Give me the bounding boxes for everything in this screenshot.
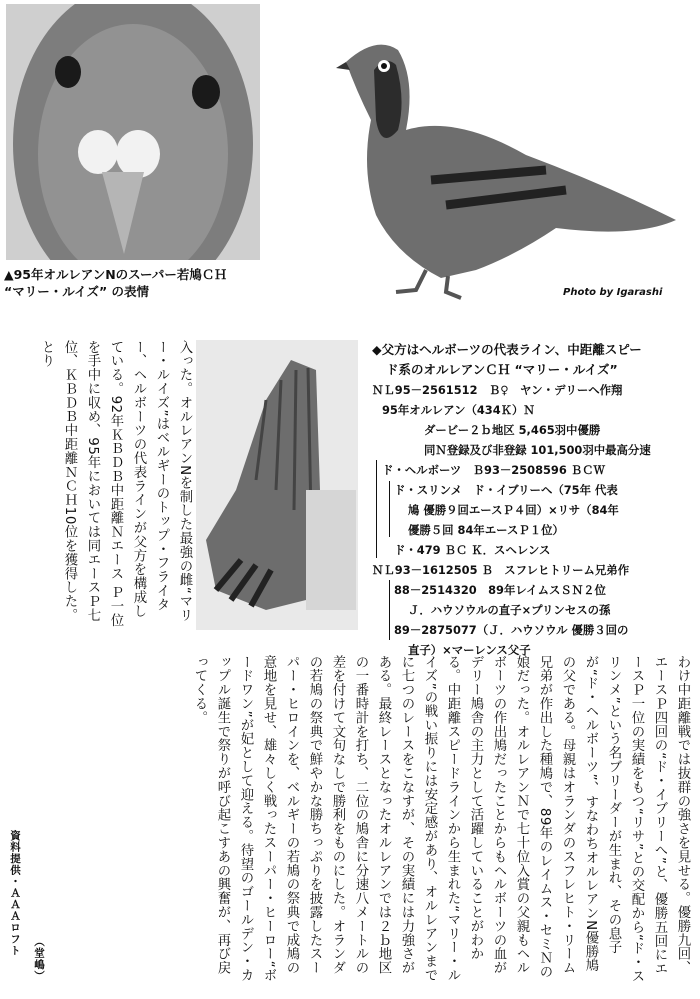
article-upper-text: 入った。オルレアンNを制した最強の雌“マリー・ルイズ”はベルギーのトップ・フライター、ヘルボーツの代表ラインが父方を構成している。92年ＫＢＤＢ中距離Ｎエース Ｐ一位を手中に収め、95年においては同エースＰ七位、ＫＢＤＢ中距離ＮＣＨ10位を獲得した。とり <box>39 340 192 627</box>
pedigree-line: 95年オルレアン（434Ｋ）Ｎ <box>382 403 535 417</box>
pigeon-wing-photo <box>196 340 358 630</box>
pedigree-line: ド・479 ＢＣ Ｋ．スヘレンス <box>394 543 551 557</box>
pedigree-line: ＮＬ95－2561512 Ｂ♀ ヤン・デリーへ作翔 <box>372 383 623 397</box>
pedigree-bracket <box>389 481 390 537</box>
pedigree-line: 優勝５回 84年エースＰ１位） <box>408 523 564 537</box>
pedigree-line: ド・ヘルボーツ Ｂ93－2508596 ＢＣＷ <box>382 463 605 477</box>
pedigree-line: 89－2875077（Ｊ．ハウソウル 優勝３回の <box>394 623 629 637</box>
pedigree-bracket <box>389 580 390 640</box>
pedigree-line: ド・スリンメ ド・イブリーへ（75年 代表 <box>394 483 618 497</box>
caption-line-2: “マリー・ルイズ” の表情 <box>4 284 150 299</box>
pedigree-line: 88－2514320 89年レイムスＳＮ２位 <box>394 583 606 597</box>
photo-credit: Photo by Igarashi <box>563 287 663 298</box>
author-signature: （堂嶋） <box>33 936 45 982</box>
pigeon-face-photo <box>6 4 260 260</box>
pedigree-line: Ｊ．ハウソウルの直子×プリンセスの孫 <box>408 603 611 617</box>
pedigree-line: 直子）×マーレンス父子 <box>408 643 531 657</box>
article-lower-text: わけ中距離戦では抜群の強さを見せる。優勝九回、エースＰ四回の“ド・イブリーへ”と、優勝五回にエースＰ一位の実績をもつ“リサ”との交配から“ド・スリンメ”という名ブリーダーが生まれ、その息子が“ド・ヘルボーツ”、すなわちオルレアンN優勝鳩の父である。母親はオランダのスフレヒト・リーム兄弟が作出した種鳩で、89年のレイムス・セミＮの娘だった。オルレアンＮで七十位入賞の父親もヘルボーツの作出鳩だったことからもヘルボーツの血がデリー鳩舎の主力として活躍していることがわかる。中距離スピードラインから生まれた“マリー・ルイズ”の戦い振りには安定感があり、オルレアンまでに七つのレースをこなすが、その実績には力強さがある。最終レースとなったオルレアンでは２ｂ地区の一番時計を打ち、二位の鳩舎に分速八メートルの差を付けて文句なしで勝利をものにした。オランダの若鳩の祭典で鮮やかな勝ちっぷりを披露したスーパー・ヒロインを、ベルギーの若鳩の祭典で成鳩の意地を見せ、雄々しく戦ったスーパー・ヒーロー“ボードワン”が妃として迎える。待望のゴールデン・カップル誕生で祭りが呼び起こすあの興奮が、再び戻ってくる。 <box>192 655 690 984</box>
source-credit: 資料提供・ＡＡＡロフト <box>9 830 21 957</box>
photo-caption <box>4 266 304 300</box>
pedigree-heading-1: ◆父方はヘルボーツの代表ライン、中距離スピー <box>372 342 642 357</box>
pedigree-line: 同Ｎ登録及び非登録 101,500羽中最高分速 <box>424 443 651 457</box>
pedigree-heading-2: ド系のオルレアンＣＨ “マリー・ルイズ” <box>386 362 618 377</box>
pedigree-block <box>372 340 694 660</box>
pedigree-line: 鳩 優勝９回エースＰ４回）×リサ（84年 <box>408 503 619 517</box>
pedigree-bracket <box>376 460 377 558</box>
pedigree-line: ダービー２ｂ地区 5,465羽中優勝 <box>424 423 601 437</box>
pedigree-line: ＮＬ93－1612505 Ｂ スフレヒトリーム兄弟作 <box>372 563 630 577</box>
pigeon-full-photo <box>336 20 690 302</box>
caption-line-1: ▲95年オルレアンNのスーパー若鳩ＣＨ <box>4 267 227 282</box>
